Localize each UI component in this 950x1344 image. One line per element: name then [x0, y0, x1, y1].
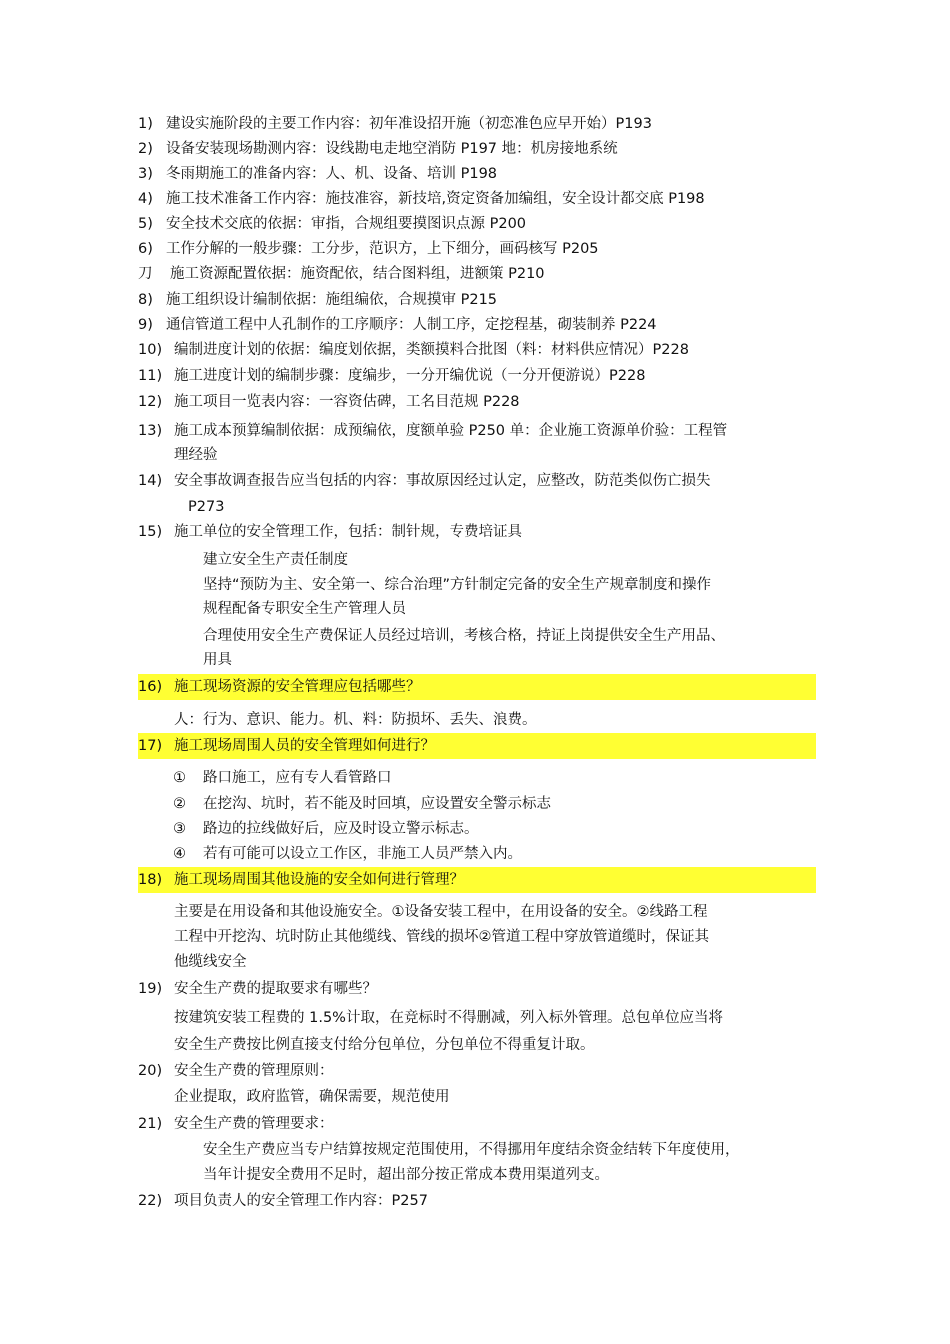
answer-text: 人：行为、意识、能力。机、料：防损坏、丢失、浪费。 [174, 712, 537, 728]
answer-line: 按建筑安装工程费的 1.5%计取，在竞标时不得删减，列入标外管理。总包单位应当将 [174, 1010, 723, 1026]
item-text: 施工组织设计编制依据：施组编依，合规摸审 P215 [166, 292, 498, 308]
item-number: 19) [138, 981, 163, 997]
step-text: 若有可能可以设立工作区，非施工人员严禁入内。 [203, 846, 522, 862]
item-number: 22) [138, 1193, 163, 1209]
item-number: 5) [138, 216, 153, 232]
step-text: 路边的拉线做好后，应及时设立警示标志。 [203, 821, 479, 837]
item-number: 14) [138, 473, 163, 489]
item-text: 施工技术准备工作内容：施技准容，新技培,资定资备加编组，安全设计都交底 P198 [166, 191, 705, 207]
item-number: 16) [138, 679, 163, 695]
item-number: 12) [138, 394, 163, 410]
item-text: 安全技术交底的依据：审指，合规组要摸图识点源 P200 [166, 216, 527, 232]
answer-line: 安全生产费按比例直接支付给分包单位，分包单位不得重复计取。 [174, 1037, 595, 1053]
question-text: 安全生产费的管理原则： [174, 1063, 334, 1079]
answer-text: 企业提取，政府监管，确保需要，规范使用 [174, 1089, 450, 1105]
item-text: 安全事故调查报告应当包括的内容：事故原因经过认定，应整改，防范类似伤亡损失 [174, 473, 711, 489]
detail-line: 规程配备专职安全生产管理人员 [203, 601, 406, 617]
detail-line: 用具 [203, 652, 232, 668]
item-text: 建设实施阶段的主要工作内容：初年准设招开施（初恋准色应早开始）P193 [166, 116, 652, 132]
item-number: 3) [138, 166, 153, 182]
step-marker: ② [173, 796, 186, 812]
item-number: 刀 [138, 266, 153, 282]
item-text: 设备安装现场勘测内容：设线勘电走地空消防 P197 地：机房接地系统 [166, 141, 618, 157]
question-text: 安全生产费的管理要求： [174, 1116, 334, 1132]
detail-line: 合理使用安全生产费保证人员经过培训，考核合格，持证上岗提供安全生产用品、 [203, 628, 725, 644]
answer-line: 当年计提安全费用不足时，超出部分按正常成本费用渠道列支。 [203, 1167, 609, 1183]
detail-line: 坚持“预防为主、安全第一、综合治理”方针制定完备的安全生产规章制度和操作 [203, 577, 712, 593]
item-text: 施工项目一览表内容：一容资估碑，工名目范规 P228 [174, 394, 520, 410]
item-text: 编制进度计划的依据：编度划依据，类额摸料合批图（料：材料供应情况）P228 [174, 342, 689, 358]
item-text: 施工单位的安全管理工作，包括：制针规，专费培证具 [174, 524, 522, 540]
item-text-continued: 理经验 [174, 447, 218, 463]
item-number: 4) [138, 191, 153, 207]
item-number: 13) [138, 423, 163, 439]
item-number: 20) [138, 1063, 163, 1079]
step-marker: ③ [173, 821, 186, 837]
item-text: 施工进度计划的编制步骤：度编步，一分开编优说（一分开便游说）P228 [174, 368, 646, 384]
item-number: 2) [138, 141, 153, 157]
question-text: 施工现场周围人员的安全管理如何进行？ [174, 738, 435, 754]
answer-line: 主要是在用设备和其他设施安全。①设备安装工程中，在用设备的安全。②线路工程 [174, 904, 708, 920]
step-text: 在挖沟、坑时，若不能及时回填，应设置安全警示标志 [203, 796, 551, 812]
question-text: 项目负责人的安全管理工作内容：P257 [174, 1193, 428, 1209]
item-number: 1) [138, 116, 153, 132]
item-text: 施工成本预算编制依据：成预编依，度额单验 P250 单：企业施工资源单价验：工程管 [174, 423, 728, 439]
answer-line: 他缆线安全 [174, 954, 247, 970]
question-text: 施工现场资源的安全管理应包括哪些？ [174, 679, 421, 695]
item-number: 21) [138, 1116, 163, 1132]
item-number: 8) [138, 292, 153, 308]
item-text: 施工资源配置依据：施资配依，结合图料组，进额策 P210 [170, 266, 545, 282]
step-marker: ④ [173, 846, 186, 862]
answer-line: 工程中开挖沟、坑时防止其他缆线、管线的损坏②管道工程中穿放管道缆时，保证其 [174, 929, 709, 945]
item-number: 10) [138, 342, 163, 358]
item-text: 工作分解的一般步骤：工分步，范识方，上下细分，画码核写 P205 [166, 241, 599, 257]
item-number: 9) [138, 317, 153, 333]
item-text: 冬雨期施工的准备内容：人、机、设备、培训 P198 [166, 166, 498, 182]
item-number: 6) [138, 241, 153, 257]
answer-line: 安全生产费应当专户结算按规定范围使用，不得挪用年度结余资金结转下年度使用， [203, 1142, 740, 1158]
item-number: 18) [138, 872, 163, 888]
step-marker: ① [173, 770, 186, 786]
item-text: 通信管道工程中人孔制作的工序顺序：人制工序，定挖程基，砌装制养 P224 [166, 317, 657, 333]
question-text: 安全生产费的提取要求有哪些？ [174, 981, 377, 997]
item-number: 17) [138, 738, 163, 754]
item-number: 15) [138, 524, 163, 540]
question-text: 施工现场周围其他设施的安全如何进行管理？ [174, 872, 464, 888]
item-number: 11) [138, 368, 163, 384]
item-text-continued: P273 [188, 499, 225, 515]
detail-line: 建立安全生产责任制度 [203, 552, 348, 568]
step-text: 路口施工，应有专人看管路口 [203, 770, 392, 786]
